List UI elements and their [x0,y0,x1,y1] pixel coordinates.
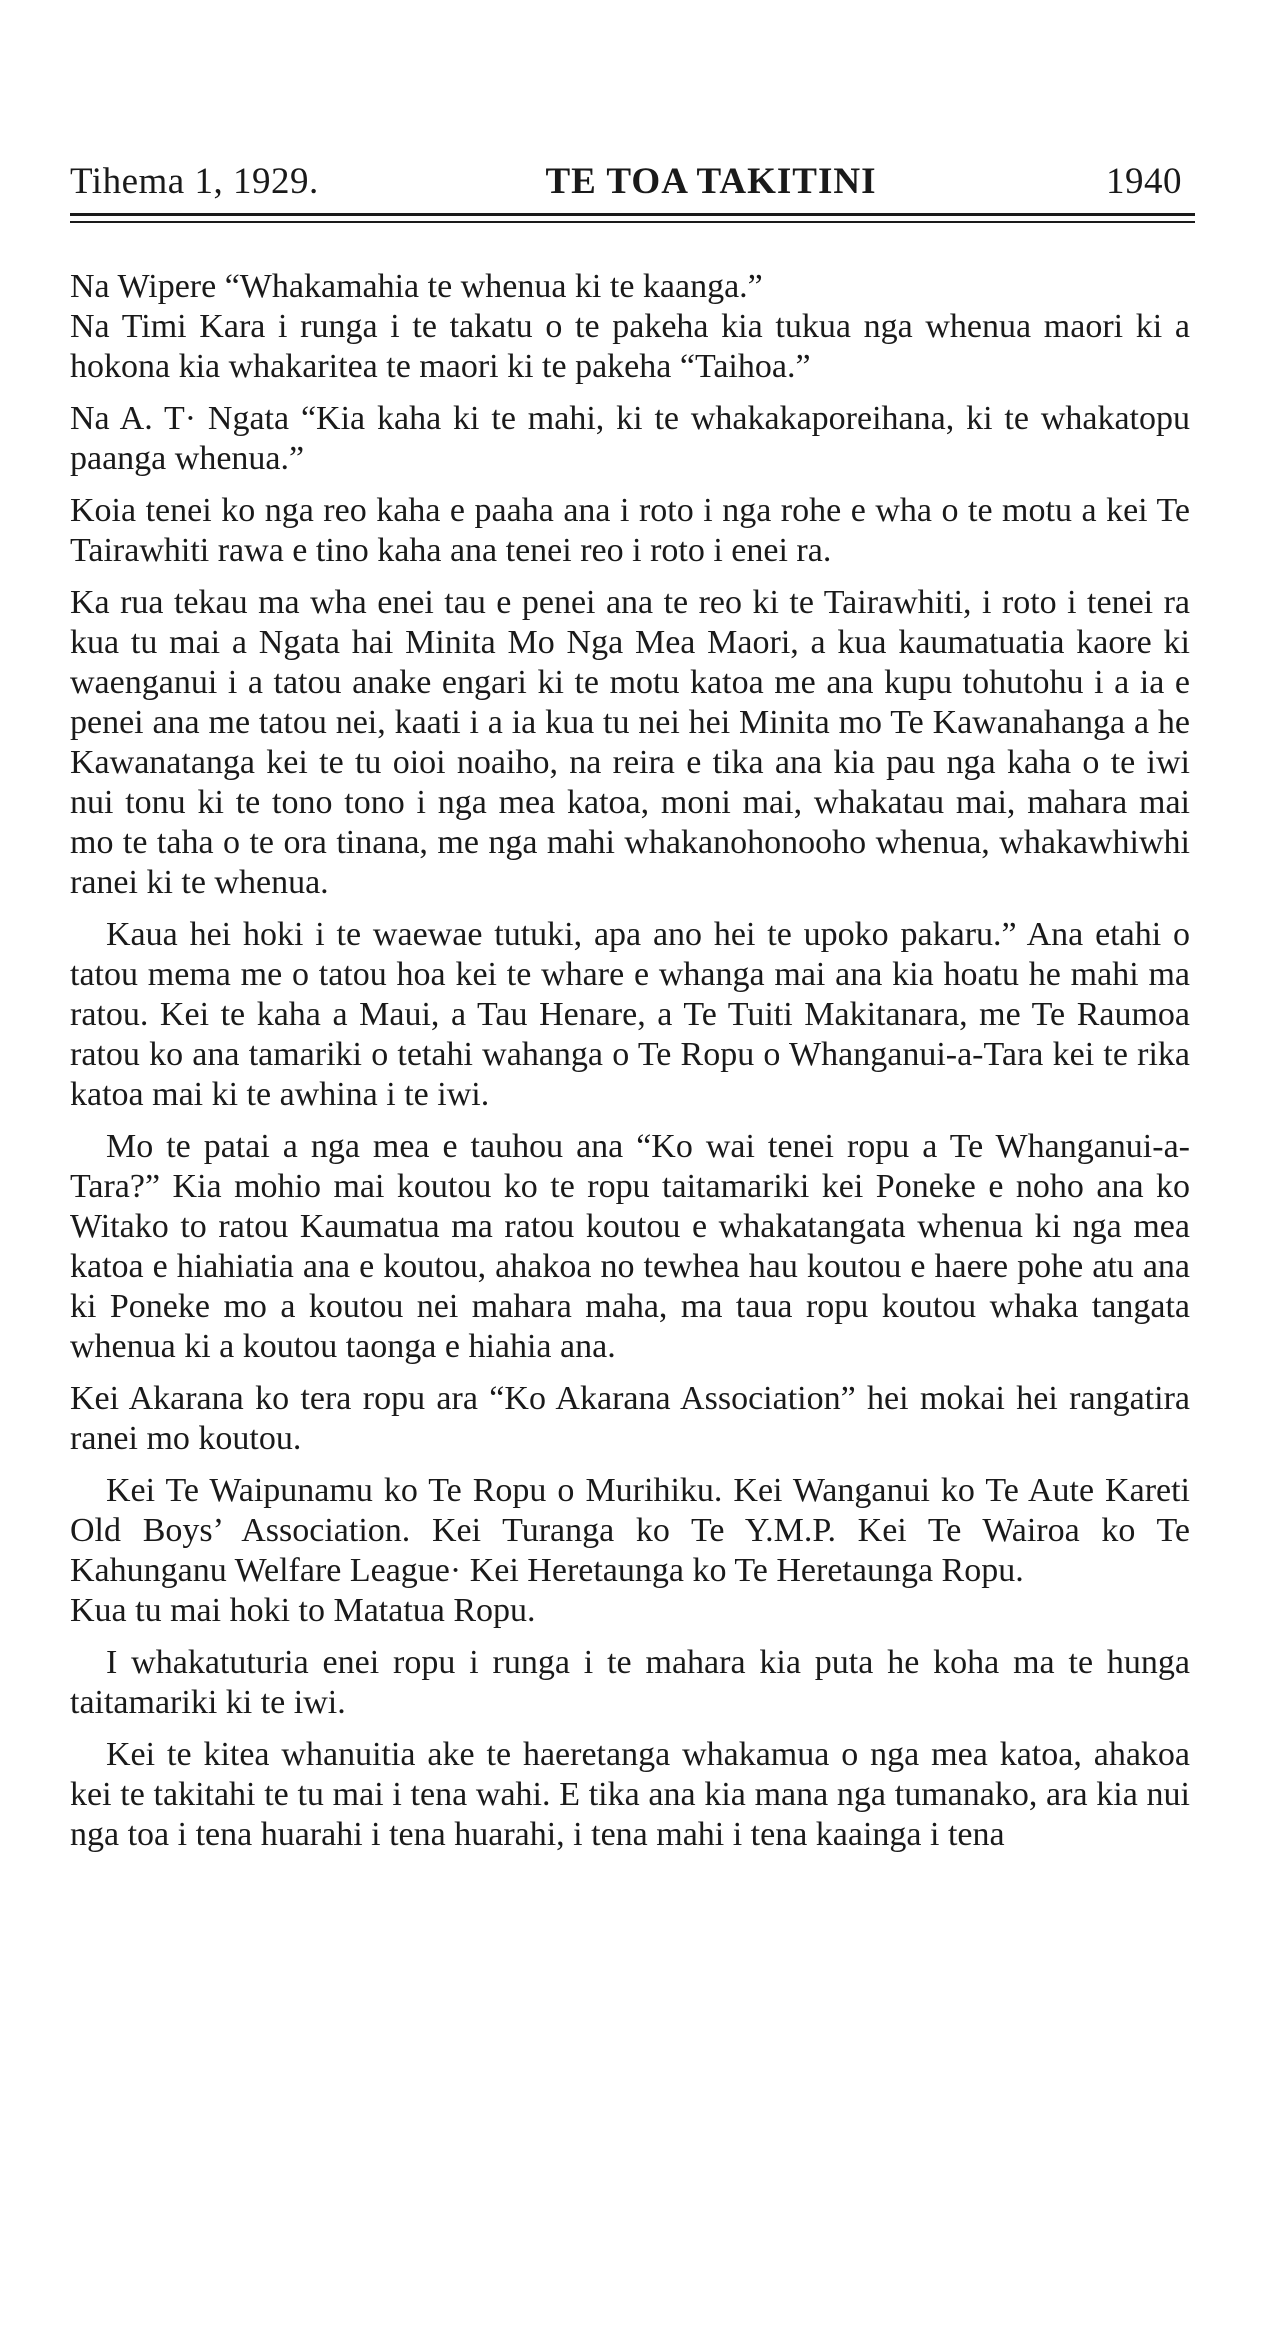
paragraph-akarana: Kei Akarana ko tera ropu ara “Ko Akarana Association” hei mokai hei rangatira ranei mo koutou. [70,1380,1190,1457]
header-rule-thick [70,213,1195,216]
running-header [70,160,1190,203]
paragraph-timi-kara: Na Timi Kara i runga i te takatu o te pakeha kia tukua nga whenua maori ki a hokona kia whakaritea te maori ki te pakeha “Taihoa.” [70,308,1190,385]
header-date: Tihema 1, 1929. [70,161,319,202]
paragraph-mo-te-patai: Mo te patai a nga mea e tauhou ana “Ko wai tenei ropu a Te Whanganui-a-Tara?” Kia mohio mai koutou ko te ropu taitamariki kei Poneke e noho ana ko Witako to ratou Kaumatua ma ratou koutou e whakatangata whenua ki nga mea katoa e hiahiatia ana e koutou, ahakoa no tewhea hau koutou e haere pohe atu ana ki Poneke mo a koutou nei mahara maha, ma taua ropu koutou whaka tangata whenua ki a koutou taonga e hiahia ana. [70,1128,1190,1365]
page-number: 1940 [1106,161,1182,202]
paragraph-wipere: Na Wipere “Whakamahia te whenua ki te kaanga.” [70,268,763,305]
paragraph-reo-kaha: Koia tenei ko nga reo kaha e paaha ana i roto i nga rohe e wha o te motu a kei Te Tairawhiti rawa e tino kaha ana tenei reo i roto i enei ra. [70,492,1190,569]
header-rule-thin [70,221,1195,223]
publication-title: TE TOA TAKITINI [545,161,877,202]
document-page [70,160,1190,1855]
header-rule [70,213,1195,223]
paragraph-tairawhiti: Ka rua tekau ma wha enei tau e penei ana te reo ki te Tairawhiti, i roto i tenei ra kua tu mai a Ngata hai Minita Mo Nga Mea Maori, a kua kaumatuatia kaore ki waenganui i a tatou anake engari ki te motu katoa me ana kupu tohutohu i a ia e penei ana me tatou nei, kaati i a ia kua tu nei hei Minita mo Te Kawanahanga a he Kawanatanga kei te tu oioi noaiho, na reira e tika ana kia pau nga kaha o te iwi nui tonu ki te tono tono i nga mea katoa, moni mai, whakatau mai, mahara mai mo te taha o te ora tinana, me nga mahi whakanohonooho whenua, whakawhiwhi ranei ki te whenua. [70,584,1190,901]
paragraph-matatua: Kua tu mai hoki to Matatua Ropu. [70,1592,536,1629]
paragraph-waipunamu: Kei Te Waipunamu ko Te Ropu o Murihiku. Kei Wanganui ko Te Aute Kareti Old Boys’ Association. Kei Turanga ko Te Y.M.P. Kei Te Wairoa ko Te Kahunganu Welfare League· Kei Heretaunga ko Te Heretaunga Ropu. [70,1472,1190,1589]
paragraph-whakatuturia: I whakatuturia enei ropu i runga i te mahara kia puta he koha ma te hunga taitamariki ki te iwi. [70,1644,1190,1721]
paragraph-kei-te-kitea: Kei te kitea whanuitia ake te haeretanga whakamua o nga mea katoa, ahakoa kei te takitahi te tu mai i tena wahi. E tika ana kia mana nga tumanako, ara kia nui nga toa i tena huarahi i tena huarahi, i tena mahi i tena kaainga i tena [70,1736,1190,1853]
paragraph-kaua-hei-hoki: Kaua hei hoki i te waewae tutuki, apa ano hei te upoko pakaru.” Ana etahi o tatou mema me o tatou hoa kei te whare e whanga mai ana kia hoatu he mahi ma ratou. Kei te kaha a Maui, a Tau Henare, a Te Tuiti Makitanara, me Te Raumoa ratou ko ana tamariki o tetahi wahanga o Te Ropu o Whanganui-a-Tara kei te rika katoa mai ki te awhina i te iwi. [70,916,1190,1113]
paragraph-ngata: Na A. T· Ngata “Kia kaha ki te mahi, ki te whakakaporeihana, ki te whakatopu paanga whenua.” [70,400,1190,477]
article-body [70,267,1190,1855]
